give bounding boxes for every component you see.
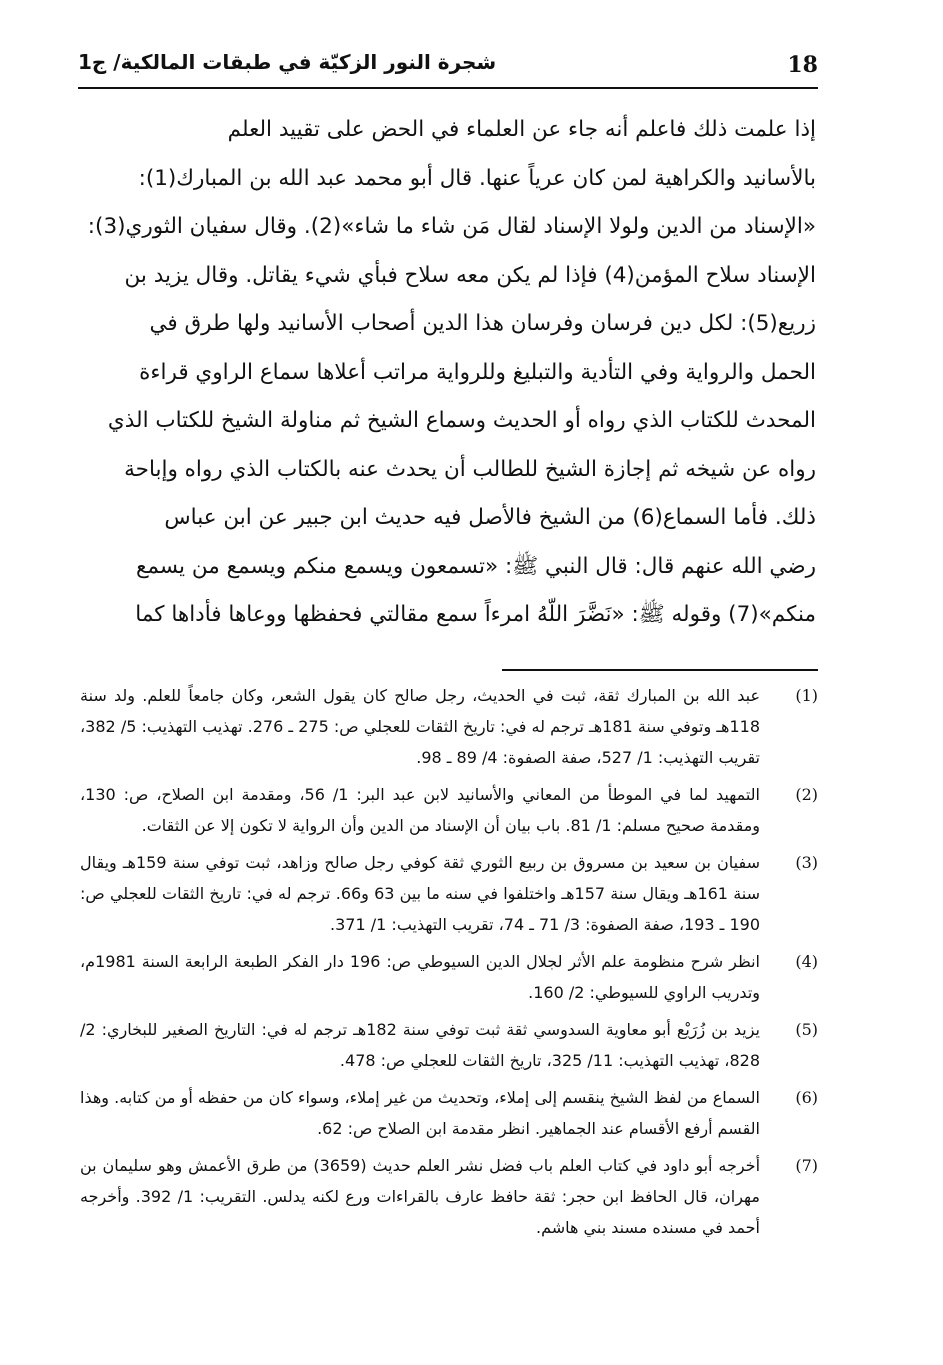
footnote-number: (5) (795, 1020, 818, 1039)
text-line: زريع(5): لكل دين فرسان وفرسان هذا الدين أصحاب الأسانيد ولها طرق في (149, 311, 816, 336)
footnote (80, 779, 818, 841)
header-rule (78, 87, 818, 89)
footnote-number: (7) (795, 1156, 818, 1175)
footnote-text: يزيد بن زُرَيْع أبو معاوية السدوسي ثقة ثبت توفي سنة 182هـ ترجم له في: التاريخ الصغير للبخاري: 2/ 828، تهذيب التهذيب: 11/ 325، تاريخ الثقات للعجلي ص: 478. (80, 1020, 760, 1070)
footnote-number: (3) (795, 853, 818, 872)
footnote-number: (2) (795, 785, 818, 804)
page-number: 18 (787, 52, 818, 78)
footnote-text: السماع من لفظ الشيخ ينقسم إلى إملاء، وتحديث من غير إملاء، وسواء كان من حفظه أو من كتابه. وهذا القسم أرفع الأقسام عند الجماهير. انظر مقدمة ابن الصلاح ص: 62. (80, 1088, 760, 1138)
text-line: المحدث للكتاب الذي رواه أو الحديث وسماع الشيخ ثم مناولة الشيخ للكتاب الذي (107, 408, 816, 433)
text-line: الإسناد سلاح المؤمن(4) فإذا لم يكن معه سلاح فبأي شيء يقاتل. وقال يزيد بن (124, 262, 816, 288)
footnote (80, 1150, 818, 1243)
text-line: رواه عن شيخه ثم إجازة الشيخ للطالب أن يحدث عنه بالكتاب الذي رواه وإباحة (124, 456, 816, 482)
footnote (80, 1014, 818, 1076)
footnote-text: انظر شرح منظومة علم الأثر لجلال الدين السيوطي ص: 196 دار الفكر الطبعة الرابعة السنة 1981م، وتدريب الراوي للسيوطي: 2/ 160. (80, 952, 761, 1002)
footnote-number: (6) (795, 1088, 818, 1107)
running-title: شجرة النور الزكيّة في طبقات المالكية/ ج1 (78, 50, 497, 74)
footnote-text: التمهيد لما في الموطأ من المعاني والأسانيد لابن عبد البر: 1/ 56، ومقدمة ابن الصلاح، ص: 130، ومقدمة صحيح مسلم: 1/ 81. باب بيان أن الإسناد من الدين وأن الرواية لا تكون إلا عن الثقات. (80, 785, 761, 835)
text-line: رضي الله عنهم قال: قال النبي ﷺ: «تسمعون ويسمع منكم ويسمع من يسمع (135, 553, 816, 579)
text-line: إذا علمت ذلك فاعلم أنه جاء عن العلماء في الحض على تقييد العلم (227, 117, 816, 142)
text-line: ذلك. فأما السماع(6) من الشيخ فالأصل فيه حديث ابن جبير عن ابن عباس (164, 505, 816, 530)
footnote (80, 847, 818, 940)
text-line: الحمل والرواية وفي التأدية والتبليغ وللرواية مراتب أعلاها سماع الراوي قراءة (139, 359, 816, 385)
footnote (80, 946, 818, 1008)
footnote-number: (1) (795, 686, 818, 705)
footnote-text: سفيان بن سعيد بن مسروق بن ربيع الثوري ثقة كوفي رجل صالح وزاهد، ثبت توفي سنة 159هـ ويقال سنة 161هـ ويقال سنة 157هـ واختلفوا في سنه ما بين 63 و66. ترجم له في: تاريخ الثقات للعجلي ص: 190 ـ 193، صفة الصفوة: 3/ 71 ـ 74، تقريب التهذيب: 1/ 371. (80, 853, 761, 934)
footnote (80, 680, 818, 773)
page-header (78, 48, 818, 88)
footnotes (80, 680, 818, 1249)
text-line: منكم»(7) وقوله ﷺ: «نَضَّرَ اللّهُ امرءاً سمع مقالتي فحفظها ووعاها فأداها كما (135, 602, 816, 627)
text-line: «الإسناد من الدين ولولا الإسناد لقال مَن شاء ما شاء»(2). وقال سفيان الثوري(3): (87, 214, 816, 239)
text-line: بالأسانيد والكراهية لمن كان عرياً عنها. قال أبو محمد عبد الله بن المبارك(1): (138, 165, 816, 191)
main-text (78, 106, 816, 640)
footnote-number: (4) (795, 952, 818, 971)
footnote-separator (502, 669, 818, 671)
footnote (80, 1082, 818, 1144)
footnote-text: عبد الله بن المبارك ثقة، ثبت في الحديث، رجل صالح كان يقول الشعر، وكان جامعاً للعلم. ولد سنة 118هـ وتوفي سنة 181هـ ترجم له في: تاريخ الثقات للعجلي ص: 275 ـ 276. تهذيب التهذيب: 5/ 382، تقريب التهذيب: 1/ 527، صفة الصفوة: 4/ 89 ـ 98. (80, 686, 760, 767)
footnote-text: أخرجه أبو داود في كتاب العلم باب فضل نشر العلم حديث (3659) من طرق الأعمش وهو سليمان بن مهران، قال الحافظ ابن حجر: ثقة حافظ عارف بالقراءات ورع لكنه يدلس. التقريب: 1/ 392. وأخرجه أحمد في مسنده مسند بني هاشم. (80, 1156, 761, 1237)
